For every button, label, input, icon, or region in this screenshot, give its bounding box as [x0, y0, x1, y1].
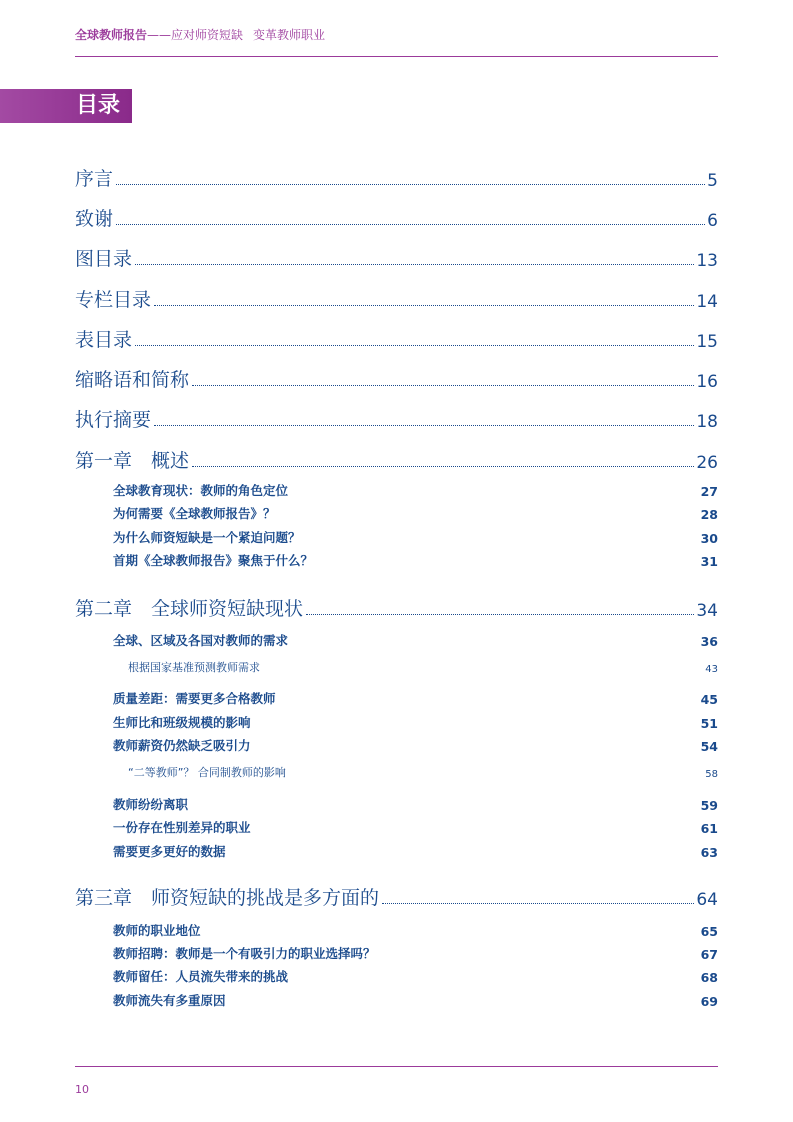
- toc-entry[interactable]: [75, 368, 718, 392]
- toc-entry-title: 质量差距：需要更多合格教师: [113, 691, 276, 706]
- toc-entry-title: 需要更多更好的数据: [113, 844, 226, 859]
- toc-entry-page: 58: [705, 769, 718, 780]
- toc-entry[interactable]: [128, 764, 718, 780]
- header-divider: [75, 56, 718, 57]
- toc-entry-page: 68: [700, 970, 718, 985]
- toc-entry[interactable]: [113, 944, 718, 962]
- toc-entry[interactable]: [113, 631, 718, 649]
- toc-entry-title: 为什么师资短缺是一个紧迫问题？: [113, 530, 301, 545]
- toc-entry[interactable]: [113, 842, 718, 860]
- toc-entry-title: 执行摘要: [75, 409, 152, 431]
- toc-entry[interactable]: [113, 795, 718, 813]
- toc-entry-title: 序言: [75, 168, 114, 190]
- toc-entry-page: 15: [696, 332, 718, 352]
- toc-entry-page: 51: [700, 716, 718, 731]
- toc-entry-page: 34: [696, 601, 718, 621]
- toc-entry-title: 图目录: [75, 248, 133, 270]
- toc-entry-title: 缩略语和简称: [75, 369, 190, 391]
- toc-entry-page: 45: [700, 692, 718, 707]
- toc-entry-title: 教师薪资仍然缺乏吸引力: [113, 738, 251, 753]
- dot-leader: [154, 305, 694, 306]
- header-title-bold: 全球教师报告: [75, 28, 148, 42]
- dot-leader: [154, 425, 694, 426]
- dot-leader: [135, 264, 694, 265]
- toc-entry-page: 28: [700, 507, 718, 522]
- toc-entry[interactable]: [113, 481, 718, 499]
- toc-entry-title: 全球教育现状：教师的角色定位: [113, 483, 289, 498]
- toc-entry[interactable]: [75, 328, 718, 352]
- toc-entry[interactable]: [75, 207, 718, 231]
- toc-entry[interactable]: [75, 597, 718, 621]
- page-number: 10: [75, 1083, 89, 1096]
- dot-leader: [382, 903, 694, 904]
- toc-entry-page: 61: [700, 821, 718, 836]
- toc-entry[interactable]: [113, 528, 718, 546]
- header-title-rest: ——应对师资短缺: [147, 28, 244, 42]
- toc-entry[interactable]: [113, 689, 718, 707]
- toc-entry[interactable]: [75, 167, 718, 191]
- toc-entry-page: 27: [700, 484, 718, 499]
- dot-leader: [306, 614, 694, 615]
- running-header: [75, 26, 325, 43]
- toc-entry[interactable]: [113, 736, 718, 754]
- toc-entry[interactable]: [75, 408, 718, 432]
- toc-entry[interactable]: [113, 504, 718, 522]
- toc-entry-page: 26: [696, 453, 718, 473]
- toc-entry[interactable]: [75, 449, 718, 473]
- toc-entry-page: 54: [700, 739, 718, 754]
- toc-entry-page: 65: [700, 924, 718, 939]
- toc-entry-title: 教师纷纷离职: [113, 797, 189, 812]
- footer-divider: [75, 1066, 718, 1067]
- toc-entry-title: 第三章 师资短缺的挑战是多方面的: [75, 887, 380, 909]
- toc-entry-title: 一份存在性别差异的职业: [113, 820, 251, 835]
- toc-entry-title: 专栏目录: [75, 289, 152, 311]
- toc-entry[interactable]: [128, 659, 718, 675]
- toc-entry-title: 为何需要《全球教师报告》？: [113, 506, 276, 521]
- toc-entry[interactable]: [113, 818, 718, 836]
- toc-entry[interactable]: [113, 921, 718, 939]
- toc-entry[interactable]: [113, 713, 718, 731]
- toc-entry-title: 教师留任：人员流失带来的挑战: [113, 969, 289, 984]
- toc-entry-page: 30: [700, 531, 718, 546]
- toc-entry[interactable]: [75, 247, 718, 271]
- toc-entry-title: 致谢: [75, 208, 114, 230]
- toc-entry-page: 6: [707, 211, 718, 231]
- toc-entry-page: 5: [707, 171, 718, 191]
- toc-entry-title: 第二章 全球师资短缺现状: [75, 598, 304, 620]
- toc-entry[interactable]: [113, 967, 718, 985]
- toc-entry-title: 表目录: [75, 329, 133, 351]
- dot-leader: [135, 345, 694, 346]
- dot-leader: [192, 385, 694, 386]
- toc-entry-title: “二等教师”？ 合同制教师的影响: [128, 766, 286, 779]
- toc-entry-page: 69: [700, 994, 718, 1009]
- toc-entry-page: 14: [696, 292, 718, 312]
- toc-title-banner: [0, 89, 132, 123]
- toc-entry[interactable]: [75, 886, 718, 910]
- toc-entry-page: 31: [700, 554, 718, 569]
- toc-entry-title: 教师的职业地位: [113, 923, 201, 938]
- toc-entry[interactable]: [113, 551, 718, 569]
- dot-leader: [116, 184, 705, 185]
- toc-entry[interactable]: [113, 991, 718, 1009]
- toc-entry-page: 36: [700, 634, 718, 649]
- toc-entry-title: 教师流失有多重原因: [113, 993, 226, 1008]
- toc-entry-title: 教师招聘：教师是一个有吸引力的职业选择吗？: [113, 946, 376, 961]
- toc-entry-page: 16: [696, 372, 718, 392]
- dot-leader: [116, 224, 705, 225]
- header-subtitle: 变革教师职业: [253, 28, 326, 42]
- toc-entry-page: 18: [696, 412, 718, 432]
- toc-entry-page: 13: [696, 251, 718, 271]
- toc-entry-page: 63: [700, 845, 718, 860]
- toc-entry-title: 全球、区域及各国对教师的需求: [113, 633, 289, 648]
- dot-leader: [192, 466, 694, 467]
- toc-entry-page: 43: [705, 664, 718, 675]
- toc-title: 目录: [76, 93, 121, 118]
- toc-entry-page: 64: [696, 890, 718, 910]
- toc-entry-page: 67: [700, 947, 718, 962]
- toc-entry-title: 第一章 概述: [75, 450, 190, 472]
- toc-entry[interactable]: [75, 288, 718, 312]
- toc-entry-title: 首期《全球教师报告》聚焦于什么？: [113, 553, 314, 568]
- toc-entry-title: 根据国家基准预测教师需求: [128, 661, 260, 674]
- toc-entry-page: 59: [700, 798, 718, 813]
- toc-entry-title: 生师比和班级规模的影响: [113, 715, 251, 730]
